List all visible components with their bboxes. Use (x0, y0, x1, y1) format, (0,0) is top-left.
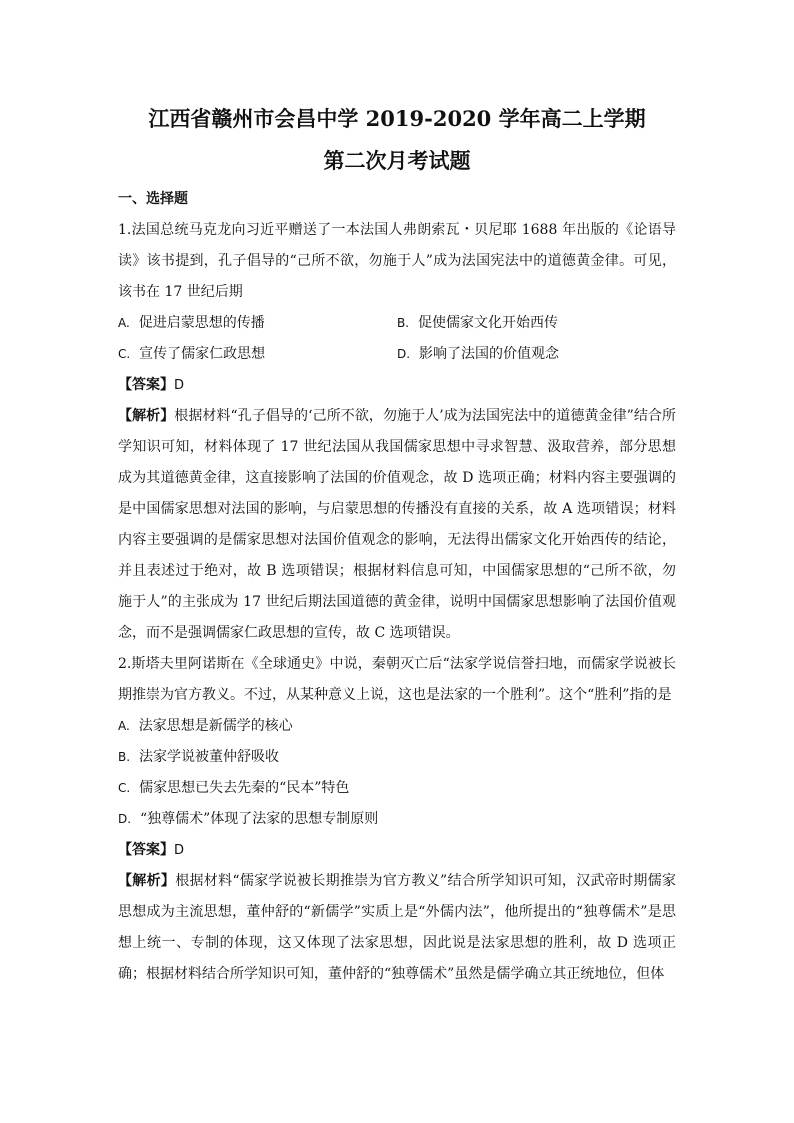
option-c (118, 339, 397, 370)
answer-tag: 【答案】 (118, 377, 174, 393)
answer-line (118, 835, 676, 866)
option-a (118, 711, 676, 742)
option-text: “独尊儒术”体现了法家的思想专制原则 (139, 811, 379, 827)
option-text: 法家学说被董仲舒吸收 (138, 749, 279, 765)
option-key: D. (397, 347, 411, 361)
option-d (118, 804, 676, 835)
answer-line (118, 370, 676, 401)
document-title-line-1: 江西省赣州市会昌中学 2019-2020 学年高二上学期 (148, 106, 646, 131)
document-title-line-2: 第二次月考试题 (323, 148, 471, 173)
option-key: B. (397, 316, 410, 330)
option-text: 儒家思想已失去先秦的“民本”特色 (139, 780, 350, 796)
analysis-text: 根据材料“儒家学说被长期推崇为官方教义”结合所学知识可知，汉武帝时期儒家思想成为主流思想，董仲舒的“新儒学”实质上是“外儒内法”，他所提出的“独尊儒术”是思想上统一、专制的体现，这又体现了法家思想，因此说是法家思想的胜利，故 D 选项正确；根据材料结合所学知识可知，董仲舒的“独尊儒术”虽然是儒学确立其正统地位，但体 (118, 873, 677, 982)
option-text: 影响了法国的价值观念 (418, 346, 559, 362)
analysis-text: 根据材料“孔子倡导的‘己所不欲，勿施于人’成为法国宪法中的道德黄金律”结合所学知识可知，材料体现了 17 世纪法国从我国儒家思想中寻求智慧、汲取营养，部分思想成为其道德黄金律，这直接影响了法国的价值观念，故 D 选项正确；材料内容主要强调的是中国儒家思想对法国的影响，与启蒙思想的传播没有直接的关系，故 A 选项错误；材料内容主要强调的是儒家思想对法国价值观念的影响，无法得出儒家文化开始西传的结论，并且表述过于绝对，故 B 选项错误；根据材料信息可知，中国儒家思想的“己所不欲，勿施于人”的主张成为 17 世纪后期法国道德的黄金律，说明中国儒家思想影响了法国价值观念，而不是强调儒家仁政思想的宣传，故 C 选项错误。 (118, 408, 677, 641)
option-b (118, 742, 676, 773)
analysis-tag: 【解析】 (118, 408, 175, 424)
option-key: C. (118, 781, 131, 795)
option-key: B. (118, 750, 131, 764)
option-key: C. (118, 347, 131, 361)
option-c (118, 773, 676, 804)
option-list (118, 711, 676, 835)
option-text: 法家思想是新儒学的核心 (138, 718, 293, 734)
question-2 (118, 649, 676, 990)
option-key: A. (118, 719, 130, 733)
option-text: 促使儒家文化开始西传 (417, 315, 558, 331)
answer-value: D (174, 843, 185, 858)
analysis-tag: 【解析】 (118, 873, 176, 889)
analysis-paragraph (118, 401, 676, 649)
option-b (397, 308, 676, 339)
answer-tag: 【答案】 (118, 842, 174, 858)
question-stem: 2.斯塔夫里阿诺斯在《全球通史》中说，秦朝灭亡后“法家学说信誉扫地，而儒家学说被长期推崇为官方教义。不过，从某种意义上说，这也是法家的一个胜利”。这个“胜利”指的是 (118, 656, 676, 703)
option-text: 宣传了儒家仁政思想 (139, 346, 266, 362)
option-key: D. (118, 812, 132, 826)
analysis-paragraph (118, 866, 676, 990)
document-body (118, 184, 676, 990)
question-stem: 1.法国总统马克龙向习近平赠送了一本法国人弗朗索瓦・贝尼耶 1688 年出版的《论语导读》该书提到，孔子倡导的“己所不欲，勿施于人”成为法国宪法中的道德黄金律。可见，该书在 17 世纪后期 (118, 222, 676, 300)
answer-value: D (174, 378, 185, 393)
question-1 (118, 215, 676, 649)
section-heading: 一、选择题 (118, 191, 188, 207)
option-list (118, 308, 676, 370)
option-a (118, 308, 397, 339)
option-d (397, 339, 676, 370)
option-text: 促进启蒙思想的传播 (138, 315, 265, 331)
option-key: A. (118, 316, 130, 330)
